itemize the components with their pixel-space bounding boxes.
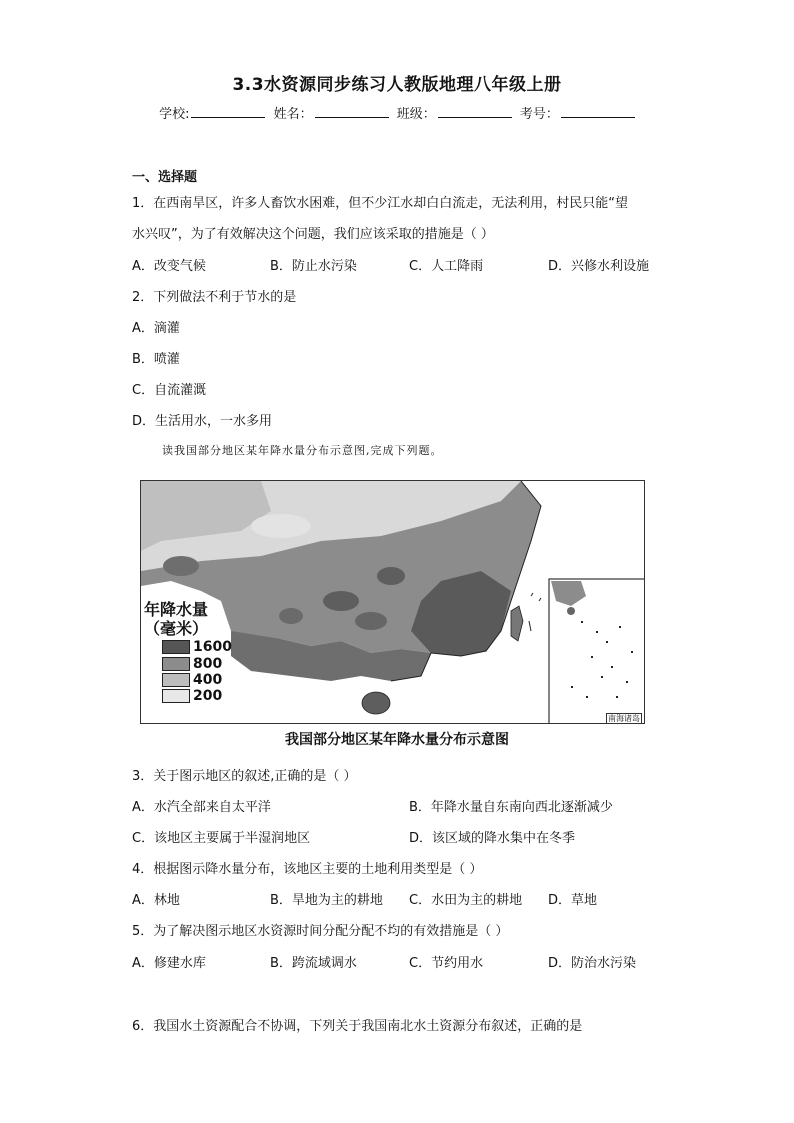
- student-info-line: [0, 103, 794, 122]
- q5-option-a[interactable]: A．修建水库: [132, 956, 206, 971]
- q2-stem: 2．下列做法不利于节水的是: [132, 290, 297, 305]
- q3-option-c[interactable]: C．该地区主要属于半湿润地区: [132, 831, 311, 846]
- name-blank[interactable]: [315, 105, 389, 118]
- legend-title-line1: 年降水量: [144, 600, 209, 619]
- legend-title: [144, 600, 208, 638]
- legend-label-400: 400: [193, 672, 223, 688]
- q3-option-d[interactable]: D．该区域的降水集中在冬季: [409, 831, 576, 846]
- section-heading: 一、选择题: [132, 170, 198, 185]
- legend-swatch-800: [162, 657, 190, 671]
- legend-title-line2: （毫米）: [144, 619, 209, 638]
- q4-stem: 4．根据图示降水量分布，该地区主要的土地利用类型是（ ）: [132, 862, 483, 877]
- legend-label-200: 200: [193, 688, 223, 704]
- q3-option-a[interactable]: A．水汽全部来自太平洋: [132, 800, 271, 815]
- legend-label-800: 800: [193, 656, 223, 672]
- q4-option-a[interactable]: A．林地: [132, 893, 180, 908]
- q1-line1: 1．在西南旱区，许多人畜饮水困难，但不少江水却白白流走，无法利用，村民只能“望: [132, 196, 629, 211]
- q4-option-d[interactable]: D．草地: [548, 893, 598, 908]
- class-blank[interactable]: [438, 105, 512, 118]
- school-blank[interactable]: [191, 105, 265, 118]
- q4-option-c[interactable]: C．水田为主的耕地: [409, 893, 523, 908]
- q2-option-b[interactable]: B．喷灌: [132, 352, 180, 367]
- page-title: 3.3水资源同步练习人教版地理八年级上册: [232, 75, 562, 95]
- q5-stem: 5．为了解决图示地区水资源时间分配分配不均的有效措施是（ ）: [132, 924, 509, 939]
- legend-item-800: [162, 656, 222, 672]
- exam-no-label: 考号：: [519, 107, 559, 122]
- map-caption: 我国部分地区某年降水量分布示意图: [285, 732, 509, 748]
- legend-swatch-1600: [162, 640, 190, 654]
- q3-option-b[interactable]: B．年降水量自东南向西北逐渐减少: [409, 800, 613, 815]
- legend-item-400: [162, 672, 222, 688]
- q2-option-a[interactable]: A．滴灌: [132, 321, 180, 336]
- q5-option-b[interactable]: B．跨流域调水: [270, 956, 357, 971]
- q4-option-b[interactable]: B．旱地为主的耕地: [270, 893, 383, 908]
- class-label: 班级：: [396, 107, 436, 122]
- q1-option-d[interactable]: D．兴修水利设施: [548, 259, 650, 274]
- q1-option-c[interactable]: C．人工降雨: [409, 259, 484, 274]
- legend-swatch-400: [162, 673, 190, 687]
- q5-option-c[interactable]: C．节约用水: [409, 956, 484, 971]
- exam-no-blank[interactable]: [561, 105, 635, 118]
- q6-stem: 6．我国水土资源配合不协调，下列关于我国南北水土资源分布叙述，正确的是: [132, 1019, 583, 1034]
- q2-option-c[interactable]: C．自流灌溉: [132, 383, 207, 398]
- q2-option-d[interactable]: D．生活用水，一水多用: [132, 414, 273, 429]
- read-prompt: 读我国部分地区某年降水量分布示意图,完成下列题。: [162, 444, 443, 457]
- q1-line2: 水兴叹”，为了有效解决这个问题，我们应该采取的措施是（ ）: [132, 227, 494, 242]
- school-label: 学校:: [159, 107, 190, 122]
- q3-stem: 3．关于图示地区的叙述,正确的是（ ）: [132, 769, 357, 784]
- q5-option-d[interactable]: D．防治水污染: [548, 956, 637, 971]
- legend-item-1600: [162, 639, 232, 655]
- legend-swatch-200: [162, 689, 190, 703]
- q1-option-a[interactable]: A．改变气候: [132, 259, 206, 274]
- legend-item-200: [162, 688, 222, 704]
- q1-option-b[interactable]: B．防止水污染: [270, 259, 357, 274]
- inset-label: 南海诸岛: [608, 714, 640, 723]
- name-label: 姓名：: [273, 107, 313, 122]
- legend-label-1600: 1600: [193, 639, 232, 655]
